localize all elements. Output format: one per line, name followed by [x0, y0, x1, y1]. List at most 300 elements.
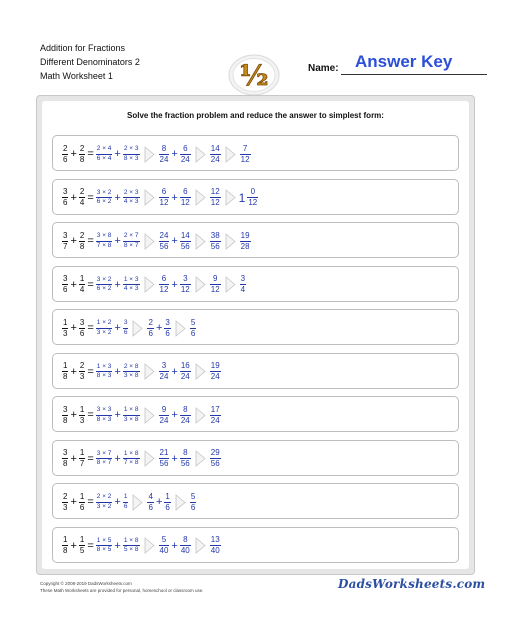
plus-sign: + [114, 409, 121, 421]
expansion-b [123, 277, 140, 293]
expansion-b [123, 233, 140, 249]
worksheet-title [40, 41, 140, 83]
scaled-a-numerator: 8 [161, 143, 167, 153]
expansion-a [96, 233, 113, 249]
scaled-b [180, 449, 191, 468]
problem-row [52, 483, 459, 519]
fraction-a [62, 145, 68, 164]
scaled-b-denominator: 6 [165, 328, 170, 338]
answer-key-heading: Answer Key [355, 52, 453, 71]
expansion-b-numerator: 3 [123, 319, 128, 326]
plus-sign: + [70, 235, 77, 247]
problems-frame [36, 95, 475, 575]
scaled-a [159, 449, 170, 468]
plus-sign: + [114, 496, 121, 508]
expansion-a [96, 277, 113, 293]
problem-expression [61, 354, 222, 390]
step-arrow-icon [144, 450, 155, 467]
problem-row [52, 179, 459, 215]
expansion-a-denominator: 3 × 2 [96, 328, 112, 336]
scaled-a-denominator: 6 [148, 502, 153, 512]
fraction-a [62, 319, 68, 338]
equals-sign: = [87, 496, 94, 508]
fraction-a-numerator: 3 [63, 230, 68, 240]
scaled-a-numerator: 3 [161, 361, 167, 370]
answer-numerator: 19 [210, 361, 220, 370]
plus-sign: + [70, 191, 77, 204]
scaled-b-denominator: 24 [180, 154, 190, 164]
step-arrow-icon [195, 537, 206, 554]
fraction-b-denominator: 4 [79, 198, 85, 207]
expansion-b-denominator: 6 [123, 502, 128, 510]
instructions: Solve the fraction problem and reduce the answer to simplest form: [127, 111, 384, 120]
fraction-a-numerator: 3 [63, 404, 68, 414]
problem-expression [61, 136, 252, 172]
scaled-a-denominator: 56 [159, 241, 169, 251]
plus-sign: + [171, 278, 178, 291]
fraction-b-numerator: 2 [79, 187, 85, 196]
footer [40, 580, 204, 594]
answer-numerator: 5 [190, 491, 196, 501]
answer-denominator: 4 [240, 285, 246, 294]
scaled-b-numerator: 3 [183, 274, 188, 283]
scaled-a-numerator: 6 [161, 187, 167, 196]
fraction-b-denominator: 7 [79, 459, 85, 468]
fraction-b-denominator: 8 [79, 241, 85, 251]
expansion-b [123, 364, 140, 380]
step-arrow-icon [144, 407, 155, 424]
problems-panel [42, 101, 469, 569]
answer-denominator: 24 [210, 372, 220, 381]
scaled-a-numerator: 4 [148, 491, 153, 501]
equals-sign: = [87, 409, 94, 421]
equals-sign: = [87, 539, 94, 552]
unreduced-sum-numerator: 38 [210, 230, 220, 240]
scaled-a-numerator: 24 [159, 230, 169, 240]
expansion-a-numerator: 1 × 5 [96, 536, 112, 544]
problem-row [52, 309, 459, 345]
answer-denominator: 24 [210, 415, 220, 425]
scaled-b-denominator: 56 [180, 459, 190, 468]
answer-numerator: 7 [242, 143, 248, 153]
scaled-b [180, 536, 191, 555]
problem-expression [61, 310, 197, 346]
expansion-b-denominator: 7 × 8 [123, 459, 139, 466]
answer-fraction [247, 188, 258, 207]
unreduced-sum-denominator: 12 [210, 198, 220, 207]
fraction-b-denominator: 4 [79, 285, 85, 294]
fraction-a [62, 536, 68, 555]
scaled-b [180, 275, 191, 294]
scaled-a-denominator: 6 [148, 328, 153, 338]
unreduced-sum [210, 188, 221, 207]
expansion-a-numerator: 3 × 8 [96, 232, 112, 239]
fraction-a [62, 275, 68, 294]
unreduced-sum-denominator: 24 [210, 154, 220, 164]
scaled-b-denominator: 6 [165, 502, 170, 512]
expansion-b-denominator: 6 [123, 328, 128, 336]
name-label: Name: [308, 63, 339, 74]
fraction-a-numerator: 2 [63, 491, 68, 501]
fraction-a-numerator: 3 [63, 274, 68, 283]
title-line-2: Different Denominators 2 [40, 57, 140, 67]
expansion-b-denominator: 8 × 7 [123, 241, 139, 249]
scaled-a-denominator: 12 [159, 198, 169, 207]
expansion-a [96, 146, 113, 162]
copyright-text: Copyright © 2008-2019 DadsWorksheets.com [40, 581, 132, 586]
fraction-a [62, 406, 68, 425]
fraction-b-denominator: 6 [79, 328, 85, 338]
expansion-a-denominator: 7 × 8 [96, 241, 112, 249]
scaled-b-numerator: 16 [180, 361, 190, 370]
scaled-b-denominator: 56 [180, 241, 190, 251]
equals-sign: = [87, 365, 94, 378]
fraction-a-numerator: 1 [63, 361, 68, 370]
answer-numerator: 19 [240, 230, 250, 240]
fraction-a [62, 362, 68, 381]
expansion-a-numerator: 2 × 4 [96, 145, 112, 152]
plus-sign: + [114, 278, 121, 291]
problem-row [52, 396, 459, 432]
scaled-a [159, 232, 170, 251]
expansion-a-denominator: 6 × 2 [96, 285, 112, 292]
usage-text: These Math Worksheets are provided for personal, homeschool or classroom use. [40, 588, 204, 593]
scaled-b [164, 493, 170, 512]
expansion-a-denominator: 8 × 5 [96, 546, 112, 553]
scaled-b-denominator: 12 [180, 198, 190, 207]
scaled-a-denominator: 40 [159, 546, 169, 555]
fraction-b-numerator: 1 [79, 274, 85, 283]
scaled-b-numerator: 8 [183, 404, 188, 414]
title-line-3: Math Worksheet 1 [40, 71, 113, 81]
fraction-a-denominator: 8 [63, 459, 68, 468]
unreduced-sum-numerator: 14 [210, 143, 220, 153]
scaled-b [180, 145, 191, 164]
answer-denominator: 28 [240, 241, 250, 251]
scaled-b [180, 188, 191, 207]
expansion-a-numerator: 3 × 2 [96, 188, 112, 196]
unreduced-sum-denominator: 12 [210, 285, 220, 294]
plus-sign: + [155, 496, 163, 508]
answer-fraction [240, 145, 251, 164]
expansion-b [123, 146, 140, 162]
name-field [303, 52, 485, 76]
scaled-b-numerator: 8 [183, 535, 188, 544]
fraction-a-numerator: 2 [63, 143, 68, 153]
expansion-b-numerator: 1 [123, 493, 128, 500]
expansion-b [123, 538, 140, 554]
scaled-a [159, 536, 170, 555]
fraction-b [79, 493, 85, 512]
scaled-a [159, 362, 170, 381]
plus-sign: + [171, 148, 178, 160]
expansion-b-numerator: 2 × 3 [123, 188, 139, 196]
answer-denominator: 12 [240, 154, 250, 164]
fraction-b [79, 406, 85, 425]
problem-row [52, 353, 459, 389]
step-arrow-icon [144, 146, 155, 163]
expansion-a [96, 190, 113, 206]
plus-sign: + [114, 365, 121, 378]
fraction-b-numerator: 1 [79, 535, 85, 544]
fraction-a [62, 449, 68, 468]
step-arrow-icon [195, 233, 206, 250]
step-arrow-icon [225, 233, 236, 250]
fraction-b-numerator: 2 [79, 143, 85, 153]
step-arrow-icon [225, 189, 236, 206]
plus-sign: + [70, 496, 77, 508]
answer-fraction [190, 493, 196, 512]
plus-sign: + [114, 452, 121, 465]
problem-expression [61, 397, 222, 433]
scaled-a-numerator: 2 [148, 317, 153, 327]
expansion-a-numerator: 2 × 2 [96, 493, 112, 500]
expansion-b-denominator: 3 × 8 [123, 372, 139, 379]
expansion-a-numerator: 1 × 3 [96, 362, 112, 370]
problem-expression [61, 267, 247, 303]
fraction-a-numerator: 3 [63, 448, 68, 457]
name-underline [341, 74, 487, 75]
equals-sign: = [87, 322, 94, 334]
plus-sign: + [114, 539, 121, 552]
expansion-a-denominator: 6 × 2 [96, 198, 112, 205]
problem-row [52, 527, 459, 563]
scaled-b-numerator: 6 [183, 187, 188, 196]
fraction-a-denominator: 6 [63, 154, 68, 164]
scaled-b-denominator: 24 [180, 372, 190, 381]
equals-sign: = [87, 191, 94, 204]
plus-sign: + [70, 365, 77, 378]
scaled-b [180, 406, 191, 425]
problem-row [52, 266, 459, 302]
plus-sign: + [171, 539, 178, 552]
answer-denominator: 40 [210, 546, 220, 555]
expansion-b [123, 407, 140, 423]
answer-fraction [210, 536, 221, 555]
step-arrow-icon [144, 537, 155, 554]
plus-sign: + [155, 322, 163, 334]
problem-expression [61, 223, 252, 259]
expansion-a-denominator: 8 × 3 [96, 415, 112, 423]
plus-sign: + [70, 409, 77, 421]
logo-text: ½ [239, 59, 269, 92]
problem-row [52, 135, 459, 171]
expansion-a [96, 451, 113, 467]
fraction-b-numerator: 1 [79, 491, 85, 501]
expansion-b-denominator: 4 × 3 [123, 198, 139, 205]
expansion-b [123, 494, 129, 510]
answer-fraction [190, 319, 196, 338]
scaled-b-denominator: 40 [180, 546, 190, 555]
scaled-a-denominator: 56 [159, 459, 169, 468]
answer-denominator: 6 [190, 328, 196, 338]
scaled-b-numerator: 8 [183, 448, 188, 457]
expansion-b [123, 320, 129, 336]
step-arrow-icon [144, 233, 155, 250]
fraction-a-denominator: 3 [63, 502, 68, 512]
fraction-b-numerator: 2 [79, 361, 85, 370]
equals-sign: = [87, 148, 94, 160]
expansion-a [96, 538, 113, 554]
plus-sign: + [70, 452, 77, 465]
problem-expression [61, 528, 222, 564]
fraction-b [79, 188, 85, 207]
expansion-a [96, 320, 113, 336]
fraction-a-denominator: 8 [63, 415, 68, 425]
scaled-a-denominator: 12 [159, 285, 169, 294]
scaled-a [159, 188, 170, 207]
scaled-a [147, 319, 153, 338]
expansion-a-numerator: 3 × 3 [96, 406, 112, 413]
expansion-b [123, 451, 140, 467]
expansion-b-denominator: 5 × 8 [123, 546, 139, 553]
answer-whole: 1 [238, 190, 246, 205]
answer-fraction [240, 275, 246, 294]
fraction-b [79, 362, 85, 381]
scaled-a-denominator: 24 [159, 154, 169, 164]
expansion-a [96, 494, 113, 510]
fraction-a-denominator: 8 [63, 372, 68, 381]
step-arrow-icon [195, 450, 206, 467]
plus-sign: + [70, 322, 77, 334]
plus-sign: + [171, 365, 178, 378]
fraction-b-denominator: 3 [79, 372, 85, 381]
step-arrow-icon [195, 276, 206, 293]
fraction-b-denominator: 3 [79, 415, 85, 425]
half-fraction-logo [228, 54, 280, 96]
answer-numerator: 5 [190, 317, 196, 327]
fraction-a-denominator: 7 [63, 241, 68, 251]
expansion-b-denominator: 3 × 8 [123, 415, 139, 423]
expansion-b-numerator: 2 × 8 [123, 362, 139, 370]
equals-sign: = [87, 235, 94, 247]
scaled-a-denominator: 24 [159, 372, 169, 381]
scaled-a [159, 406, 170, 425]
fraction-a-numerator: 1 [63, 317, 68, 327]
expansion-a-denominator: 6 × 4 [96, 154, 112, 162]
plus-sign: + [171, 409, 178, 421]
fraction-a [62, 232, 68, 251]
fraction-a-denominator: 6 [63, 198, 68, 207]
scaled-b [164, 319, 170, 338]
answer-numerator: 13 [210, 535, 220, 544]
answer-denominator: 12 [248, 198, 258, 207]
title-line-1: Addition for Fractions [40, 43, 126, 53]
fraction-b [79, 536, 85, 555]
step-arrow-icon [195, 363, 206, 380]
expansion-b [123, 190, 140, 206]
step-arrow-icon [225, 146, 236, 163]
fraction-b-numerator: 3 [79, 317, 85, 327]
expansion-a-denominator: 8 × 7 [96, 459, 112, 466]
answer-numerator: 17 [210, 404, 220, 414]
plus-sign: + [70, 539, 77, 552]
scaled-a [147, 493, 153, 512]
answer-denominator: 56 [210, 459, 220, 468]
scaled-a [159, 145, 170, 164]
fraction-b [79, 145, 85, 164]
expansion-b-numerator: 2 × 7 [123, 232, 139, 239]
problem-row [52, 440, 459, 476]
answer-fraction [210, 362, 221, 381]
fraction-b [79, 232, 85, 251]
equals-sign: = [87, 452, 94, 465]
unreduced-sum [210, 232, 221, 251]
scaled-b-denominator: 24 [180, 415, 190, 425]
plus-sign: + [171, 452, 178, 465]
fraction-a [62, 188, 68, 207]
fraction-b-denominator: 6 [79, 502, 85, 512]
fraction-a [62, 493, 68, 512]
fraction-b-denominator: 8 [79, 154, 85, 164]
expansion-a-denominator: 3 × 2 [96, 502, 112, 510]
scaled-b-numerator: 14 [180, 230, 190, 240]
expansion-a-numerator: 3 × 7 [96, 449, 112, 457]
scaled-b-numerator: 3 [165, 317, 170, 327]
plus-sign: + [114, 235, 121, 247]
scaled-b-denominator: 12 [180, 285, 190, 294]
step-arrow-icon [195, 189, 206, 206]
fraction-b [79, 319, 85, 338]
fraction-b [79, 449, 85, 468]
scaled-a [159, 275, 170, 294]
expansion-b-numerator: 2 × 3 [123, 145, 139, 152]
answer-fraction [210, 449, 221, 468]
plus-sign: + [114, 191, 121, 204]
answer-denominator: 6 [190, 502, 196, 512]
scaled-a-numerator: 5 [161, 535, 167, 544]
plus-sign: + [114, 148, 121, 160]
plus-sign: + [171, 235, 178, 247]
expansion-b-numerator: 1 × 8 [123, 536, 139, 544]
plus-sign: + [171, 191, 178, 204]
step-arrow-icon [195, 407, 206, 424]
expansion-b-numerator: 1 × 3 [123, 275, 139, 283]
expansion-b-numerator: 1 × 8 [123, 449, 139, 457]
step-arrow-icon [225, 276, 236, 293]
fraction-a-denominator: 3 [63, 328, 68, 338]
expansion-a [96, 364, 113, 380]
step-arrow-icon [132, 494, 143, 511]
problem-row [52, 222, 459, 258]
fraction-b-denominator: 5 [79, 546, 85, 555]
fraction-b-numerator: 2 [79, 230, 85, 240]
expansion-b-denominator: 8 × 3 [123, 154, 139, 162]
equals-sign: = [87, 278, 94, 291]
unreduced-sum-numerator: 9 [212, 274, 218, 283]
step-arrow-icon [195, 146, 206, 163]
answer-numerator: 3 [240, 274, 246, 283]
scaled-a-denominator: 24 [159, 415, 169, 425]
plus-sign: + [70, 148, 77, 160]
unreduced-sum [210, 275, 221, 294]
fraction-a-denominator: 8 [63, 546, 68, 555]
fraction-a-numerator: 1 [63, 535, 68, 544]
expansion-a-numerator: 3 × 2 [96, 275, 112, 283]
fraction-b [79, 275, 85, 294]
step-arrow-icon [132, 320, 143, 337]
step-arrow-icon [144, 363, 155, 380]
unreduced-sum-denominator: 56 [210, 241, 220, 251]
problem-expression [61, 441, 222, 477]
fraction-b-numerator: 1 [79, 448, 85, 457]
step-arrow-icon [175, 494, 186, 511]
scaled-b-numerator: 6 [183, 143, 188, 153]
fraction-b-numerator: 1 [79, 404, 85, 414]
scaled-b [180, 362, 191, 381]
expansion-b-numerator: 1 × 8 [123, 406, 139, 413]
unreduced-sum-numerator: 12 [210, 187, 220, 196]
